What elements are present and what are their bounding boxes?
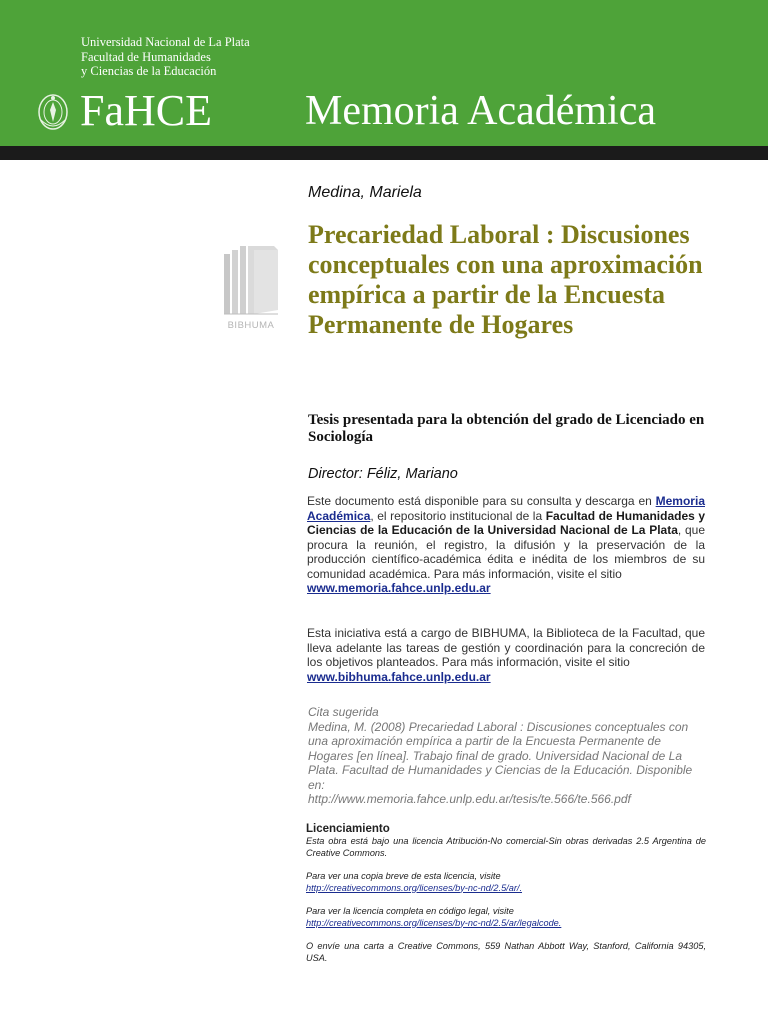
- header-stripe: [0, 146, 768, 160]
- availability-text-mid: , el repositorio institucional de la: [370, 508, 546, 523]
- fahce-brand: FaHCE: [80, 86, 212, 135]
- availability-text-start: Este documento está disponible para su consulta y descarga en: [307, 494, 656, 508]
- faculty-line-1: Facultad de Humanidades: [81, 50, 211, 64]
- license-short-text: Para ver una copia breve de esta licencia, visite: [306, 871, 501, 881]
- degree-statement: Tesis presentada para la obtención del grado de Licenciado en Sociología: [308, 412, 705, 445]
- citation-block: [308, 705, 708, 807]
- license-heading: Licenciamiento: [306, 823, 390, 835]
- repository-title: Memoria Académica: [305, 88, 657, 134]
- license-full-text: Para ver la licencia completa en código legal, visite: [306, 906, 514, 916]
- bibhuma-paragraph: [307, 626, 705, 684]
- faculty-name: [81, 51, 216, 78]
- director-name: Director: Féliz, Mariano: [308, 466, 458, 482]
- author-name: Medina, Mariela: [308, 184, 422, 201]
- bibhuma-books-icon: [218, 244, 284, 332]
- license-block: [306, 823, 706, 964]
- citation-heading: Cita sugerida: [308, 705, 379, 719]
- license-short-link[interactable]: http://creativecommons.org/licenses/by-nc-nd/2.5/ar/.: [306, 882, 523, 893]
- memoria-url-link[interactable]: www.memoria.fahce.unlp.edu.ar: [307, 581, 491, 595]
- faculty-line-2: y Ciencias de la Educación: [81, 63, 217, 78]
- license-full-link[interactable]: http://creativecommons.org/licenses/by-nc-nd/2.5/ar/legalcode.: [306, 917, 562, 928]
- thesis-title: Precariedad Laboral : Discusiones conceptuales con una aproximación empírica a partir de la Encuesta Permanente de Hogares: [308, 220, 703, 339]
- bibhuma-url-link[interactable]: www.bibhuma.fahce.unlp.edu.ar: [307, 669, 491, 684]
- license-text: Esta obra está bajo una licencia Atribución-No comercial-Sin obras derivadas 2.5 Argentina de Creative Commons.: [306, 836, 706, 858]
- university-seal-icon: [36, 92, 70, 132]
- availability-text-end: , que procura la reunión, el registro, la difusión y la preservación de la producción científico-académica édita e inédita de los miembros de su comunidad académica. Para más información, visite el sitio: [307, 523, 705, 581]
- availability-paragraph: [307, 494, 705, 596]
- bibhuma-logo-text: BIBHUMA: [227, 320, 275, 331]
- bibhuma-text: Esta iniciativa está a cargo de BIBHUMA, la Biblioteca de la Facultad, que lleva adelante las tareas de gestión y coordinación para la concreción de los objetivos planteados. Para más información, visite el sitio: [307, 626, 705, 669]
- citation-url[interactable]: http://www.memoria.fahce.unlp.edu.ar/tesis/te.566/te.566.pdf: [308, 792, 631, 806]
- license-mail-text: O envíe una carta a Creative Commons, 559 Nathan Abbott Way, Stanford, California 94305, USA.: [306, 941, 706, 963]
- institution-name: Facultad de Humanidades y Ciencias de la Educación de la Universidad Nacional de La Plata: [307, 508, 705, 537]
- university-name: Universidad Nacional de La Plata: [81, 35, 250, 49]
- citation-text: Medina, M. (2008) Precariedad Laboral : Discusiones conceptuales con una aproximación empírica a partir de la Encuesta Permanente de Hogares [en línea]. Trabajo final de grado. Universidad Nacional de La Plata. Facultad de Humanidades y Ciencias de la Educación. Disponible en:: [308, 719, 693, 792]
- memoria-academica-link[interactable]: Memoria Académica: [307, 494, 705, 523]
